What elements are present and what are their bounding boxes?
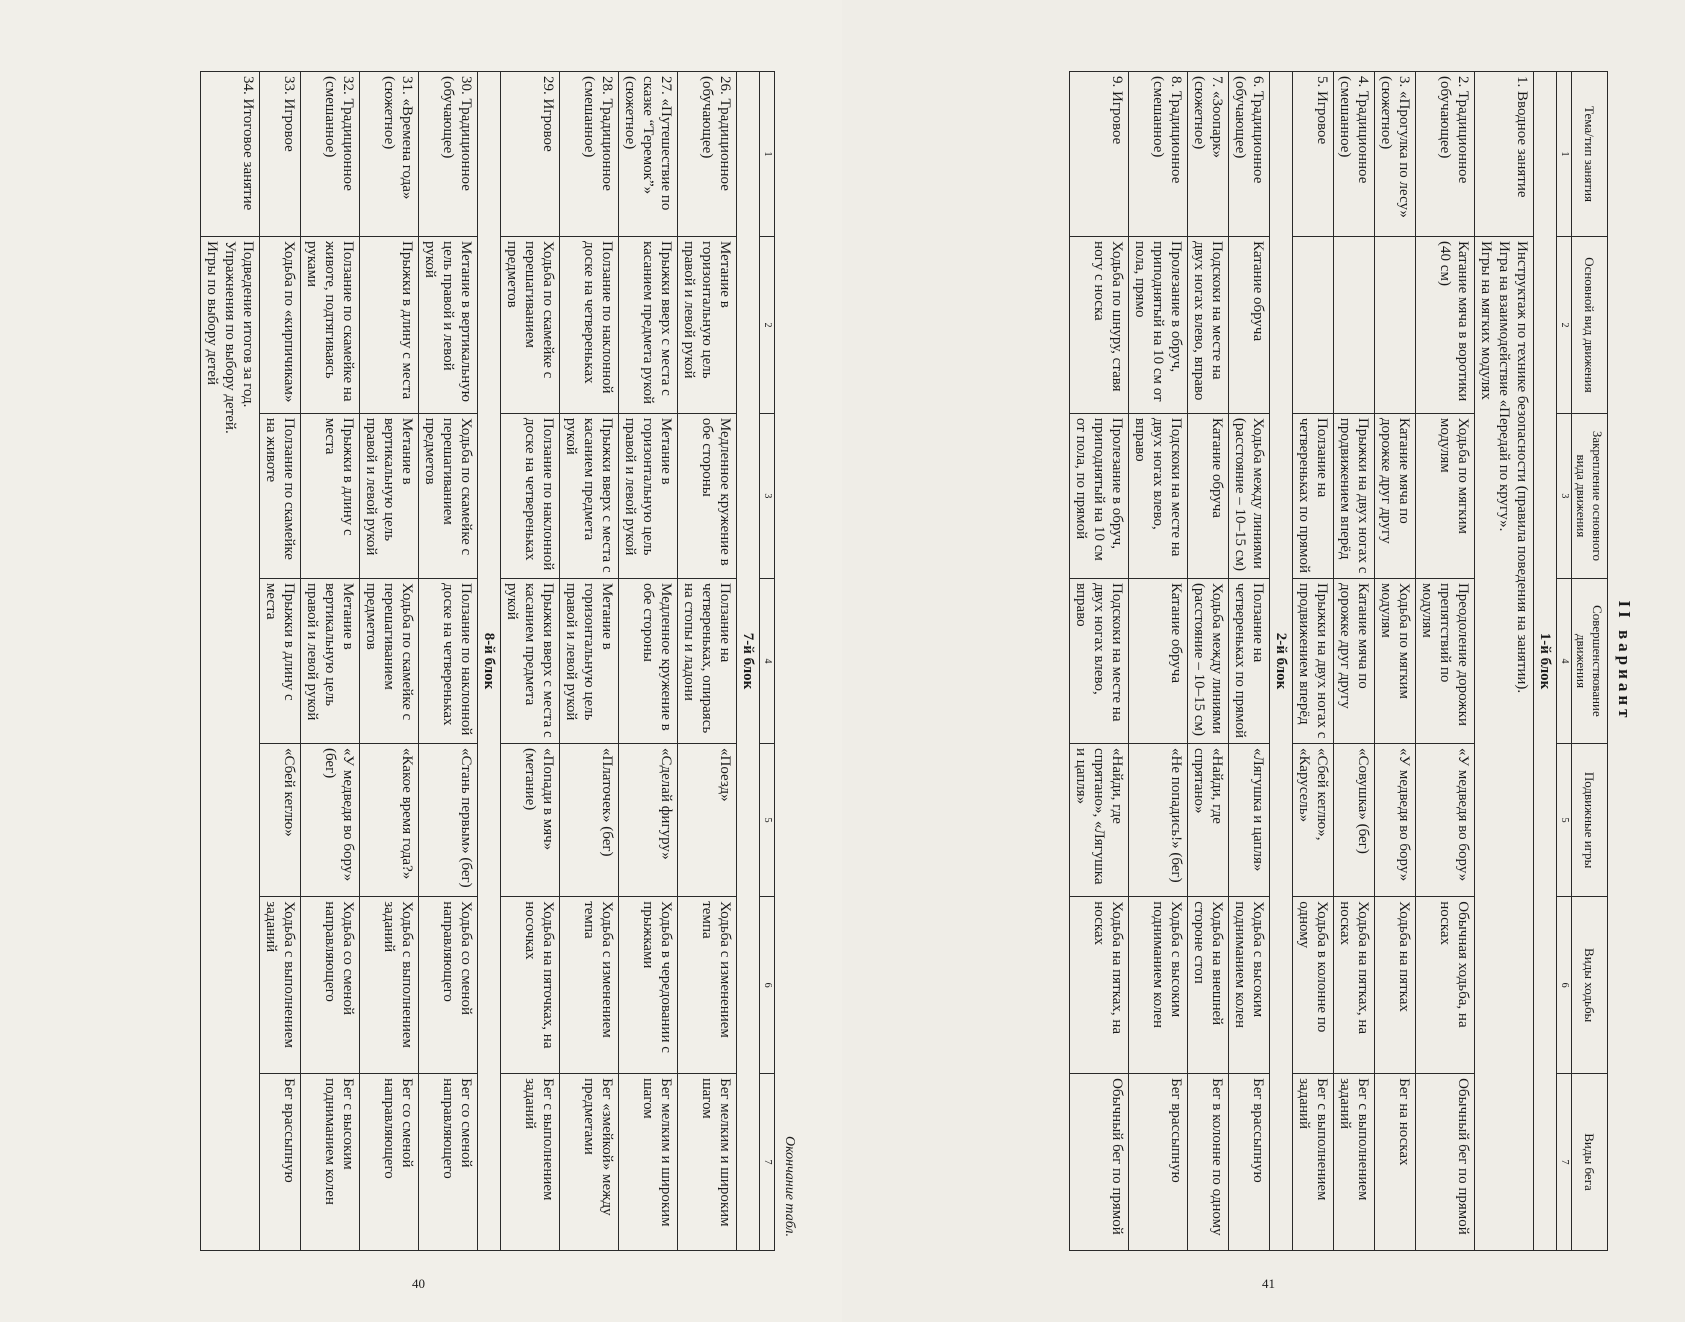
table-row [419, 72, 478, 1251]
table-cell: «У медведя во бору» (бег) [301, 743, 360, 896]
table-cell: Прыжки в длину с места [260, 578, 301, 743]
page-41-content [884, 71, 1644, 1251]
column-number: 6 [1556, 897, 1571, 1074]
table-cell: Ходьба в колонне по одному [1292, 897, 1333, 1074]
table-cell: Бег «змейкой» между предметами [560, 1074, 619, 1251]
column-header: Закрепление основного вида движения [1571, 413, 1607, 578]
table-row [1333, 72, 1374, 1251]
table-row [1069, 72, 1128, 1251]
table-cell: Ходьба на пятках [1374, 897, 1415, 1074]
table-cell: Прыжки в длину с места [360, 237, 419, 414]
table-cell: Ходьба в чередовании с прыжками [619, 897, 678, 1074]
table-cell: Медленное кружение в обе стороны [678, 413, 737, 578]
table-page-41 [1068, 71, 1607, 1251]
table-cell: Ползание по наклонной доске на четвереньках [560, 237, 619, 414]
page-41 [842, 0, 1685, 1322]
table-cell: Ползание по скамейке на животе, подтягиваясь руками [301, 237, 360, 414]
block-label: 8-й блок [478, 72, 501, 1251]
merged-line: Инструктаж по технике безопасности (правила поведения на занятии). [1513, 241, 1530, 694]
table-cell: Катание мяча в воротики (40 см) [1415, 237, 1474, 414]
table-cell: Обычный бег по прямой [1069, 1074, 1128, 1251]
column-number: 2 [1556, 237, 1571, 414]
table-cell: Метание в горизонтальную цель правой и левой рукой [678, 237, 737, 414]
merged-line: Игры по выбору детей [204, 241, 220, 386]
table-cell: «Платочек» (бег) [560, 743, 619, 896]
table-cell: Ходьба на пятках, на носках [1069, 897, 1128, 1074]
table-cell: «Совушка» (бег) [1333, 743, 1374, 896]
column-number: 3 [760, 413, 775, 578]
header-row [1571, 72, 1607, 1251]
table-cell: Ходьба по скамейке с перешагиванием предметов [501, 237, 560, 414]
table-cell: «У медведя во бору» [1374, 743, 1415, 896]
lesson-title-cell: 5. Игровое [1292, 72, 1333, 237]
table-cell: Метание в горизонтальную цель правой и левой рукой [560, 578, 619, 743]
column-header: Основной вид движения [1571, 237, 1607, 414]
table-cell: Бег врассыпную [260, 1074, 301, 1251]
column-header: Виды бега [1571, 1074, 1607, 1251]
table-cell: Прыжки на двух ногах с продвижением вперёд [1292, 578, 1333, 743]
table-cell: Подскоки на месте на двух ногах влево, вправо [1069, 578, 1128, 743]
table-cell: Ползание на четвереньках по прямой [1228, 578, 1269, 743]
table-cell: Прыжки вверх с места с касанием предмета рукой [560, 413, 619, 578]
table-cell: Прыжки вверх с места с касанием предмета рукой [501, 578, 560, 743]
table-cell: Ходьба по «кирпичикам» [260, 237, 301, 414]
table-cell: Прыжки вверх с места с касанием предмета рукой [619, 237, 678, 414]
table-cell: Ходьба с изменением темпа [560, 897, 619, 1074]
column-number: 1 [1556, 72, 1571, 237]
table-cell: Ходьба с высоким подниманием колен [1128, 897, 1187, 1074]
table-cell: Ходьба между линиями (расстояние – 10–15 см) [1228, 413, 1269, 578]
column-number: 6 [760, 897, 775, 1074]
column-header: Совершенствование движения [1571, 578, 1607, 743]
column-number: 1 [760, 72, 775, 237]
table-cell: Ходьба с высоким подниманием колен [1228, 897, 1269, 1074]
column-header: Тема/тип занятия [1571, 72, 1607, 237]
page-number: 40 [412, 1276, 425, 1291]
table-row [1128, 72, 1187, 1251]
table-cell: Метание в вертикальную цель правой и левой рукой [419, 237, 478, 414]
table-cell: Бег в колонне по одному [1187, 1074, 1228, 1251]
table-cell: Ползание на четвереньках, опираясь на стопы и ладони [678, 578, 737, 743]
table-cell: Бег с выполнением заданий [1292, 1074, 1333, 1251]
block-row [478, 72, 501, 1251]
lesson-title-cell: 31. «Времена года» (сюжетное) [360, 72, 419, 237]
table-cell: Метание в вертикальную цель правой и левой рукой [360, 413, 419, 578]
table-cell: Медленное кружение в обе стороны [619, 578, 678, 743]
lesson-title-cell: 33. Игровое [260, 72, 301, 237]
merged-line: Игра на взаимодействие «Передай по кругу». [1495, 241, 1512, 532]
table-cell: Ходьба по скамейке с перешагиванием предметов [360, 578, 419, 743]
column-number: 2 [760, 237, 775, 414]
table-cell: Ходьба с выполнением заданий [360, 897, 419, 1074]
column-number: 5 [1556, 743, 1571, 896]
table-cell: Бег с выполнением заданий [1333, 1074, 1374, 1251]
column-number: 3 [1556, 413, 1571, 578]
lesson-title-cell: 32. Традиционное (смешанное) [301, 72, 360, 237]
table-row [560, 72, 619, 1251]
table-cell: «Стань первым» (бег) [419, 743, 478, 896]
table-cell: «Какое время года?» [360, 743, 419, 896]
table-cell: Обычный бег по прямой [1415, 1074, 1474, 1251]
table-cell: Обычная ходьба, на носках [1415, 897, 1474, 1074]
lesson-title-cell: 28. Традиционное (смешанное) [560, 72, 619, 237]
table-row [1228, 72, 1269, 1251]
table-cell: «Сделай фигуру» [619, 743, 678, 896]
table-row [1415, 72, 1474, 1251]
block-row [737, 72, 760, 1251]
table-cell: Ходьба на пятках, на носках [1333, 897, 1374, 1074]
lesson-title-cell: 34. Итоговое занятие [201, 72, 260, 237]
table-cell: Ходьба на внешней стороне стоп [1187, 897, 1228, 1074]
table-row [501, 72, 560, 1251]
table-cell: Ходьба на пяточках, на носочках [501, 897, 560, 1074]
lesson-title-cell: 6. Традиционное (обучающее) [1228, 72, 1269, 237]
block-label: 1-й блок [1533, 72, 1556, 1251]
table-page-40 [200, 71, 775, 1251]
table-cell: Подскоки на месте на двух ногах влево, вправо [1187, 237, 1228, 414]
column-number: 7 [1556, 1074, 1571, 1251]
table-cell: Прыжки на двух ногах с продвижением вперёд [1333, 413, 1374, 578]
merged-cell [201, 237, 260, 1251]
column-number: 4 [1556, 578, 1571, 743]
lesson-title-cell: 9. Игровое [1069, 72, 1128, 237]
table-cell: Прыжки в длину с места [301, 413, 360, 578]
lesson-title-cell: 29. Игровое [501, 72, 560, 237]
column-number: 7 [760, 1074, 775, 1251]
table-cell [1333, 237, 1374, 414]
lesson-title-cell: 1. Вводное занятие [1474, 72, 1533, 237]
table-cell: «Найди, где спрятано» [1187, 743, 1228, 896]
table-cell: «Лягушка и цапля» [1228, 743, 1269, 896]
table-cell: Ходьба со сменой направляющего [301, 897, 360, 1074]
table-row [1292, 72, 1333, 1251]
table-cell: Ходьба по скамейке с перешагиванием предметов [419, 413, 478, 578]
table-cell: Катание обруча [1128, 578, 1187, 743]
merged-cell [1474, 237, 1533, 1251]
column-number-row [760, 72, 775, 1251]
table-cell: Ходьба с изменением темпа [678, 897, 737, 1074]
table-cell: «Сбей кеглю», «Карусель» [1292, 743, 1333, 896]
table-cell: Преодоление дорожки препятствий по модулям [1415, 578, 1474, 743]
table-cell: Ходьба по мягким модулям [1374, 578, 1415, 743]
table-continuation-note: Окончание табл. [782, 1136, 797, 1237]
table-cell: Бег с высоким подниманием колен [301, 1074, 360, 1251]
column-header: Подвижные игры [1571, 743, 1607, 896]
block-row [1533, 72, 1556, 1251]
lesson-title-cell: 8. Традиционное (смешанное) [1128, 72, 1187, 237]
table-cell: Ходьба со сменой направляющего [419, 897, 478, 1074]
column-number-row [1556, 72, 1571, 1251]
table-cell [1292, 237, 1333, 414]
merged-line: Игры на мягких модулях [1477, 241, 1494, 400]
table-row [678, 72, 737, 1251]
page-40-content [41, 71, 801, 1251]
table-row [360, 72, 419, 1251]
lesson-title-cell: 2. Традиционное (обучающее) [1415, 72, 1474, 237]
lesson-title-cell: 30. Традиционное (обучающее) [419, 72, 478, 237]
table-cell: Бег на носках [1374, 1074, 1415, 1251]
table-cell: Катание мяча по дорожке друг другу [1374, 413, 1415, 578]
variant-title: II вариант [1614, 600, 1634, 722]
table-cell: Ходьба по мягким модулям [1415, 413, 1474, 578]
table-cell: Ползание по наклонной доске на четвереньках [501, 413, 560, 578]
table-cell: Пролезание в обруч, приподнятый на 10 см от пола, прямо [1128, 237, 1187, 414]
table-cell: Пролезание в обруч, приподнятый на 10 см от пола, по прямой [1069, 413, 1128, 578]
table-cell: Метание в вертикальную цель правой и левой рукой [301, 578, 360, 743]
table-row [1474, 72, 1533, 1251]
table-cell: Бег мелким и широким шагом [619, 1074, 678, 1251]
table-row [260, 72, 301, 1251]
table-row [201, 72, 260, 1251]
table-cell: Бег со сменой направляющего [419, 1074, 478, 1251]
table-cell: Ходьба между линиями (расстояние – 10–15 см) [1187, 578, 1228, 743]
table-cell: Катание обруча [1187, 413, 1228, 578]
table-cell: Катание мяча по дорожке друг другу [1333, 578, 1374, 743]
table-cell [1374, 237, 1415, 414]
column-number: 4 [760, 578, 775, 743]
table-cell: Бег врассыпную [1128, 1074, 1187, 1251]
table-cell: Бег врассыпную [1228, 1074, 1269, 1251]
table-cell: Ползание на четвереньках по прямой [1292, 413, 1333, 578]
table-cell: «Не попадись!» (бег) [1128, 743, 1187, 896]
table-cell: Бег мелким и широким шагом [678, 1074, 737, 1251]
table-row [1374, 72, 1415, 1251]
lesson-title-cell: 4. Традиционное (смешанное) [1333, 72, 1374, 237]
table-cell: «Попади в мяч» (метание) [501, 743, 560, 896]
column-number: 5 [760, 743, 775, 896]
table-cell: Бег с выполнением заданий [501, 1074, 560, 1251]
table-cell: Ходьба с выполнением заданий [260, 897, 301, 1074]
table-row [301, 72, 360, 1251]
lesson-title-cell: 27. «Путешествие по сказке “Теремок”» (сюжетное) [619, 72, 678, 237]
page-number: 41 [1262, 1276, 1275, 1291]
table-cell: «У медведя во бору» [1415, 743, 1474, 896]
page-40 [0, 0, 842, 1322]
lesson-title-cell: 7. «Зоопарк» (сюжетное) [1187, 72, 1228, 237]
block-row [1269, 72, 1292, 1251]
table-cell: Подскоки на месте на двух ногах влево, вправо [1128, 413, 1187, 578]
table-cell: Ползание по скамейке на животе [260, 413, 301, 578]
lesson-title-cell: 3. «Прогулка по лесу» (сюжетное) [1374, 72, 1415, 237]
lesson-title-cell: 26. Традиционное (обучающее) [678, 72, 737, 237]
table-cell: «Сбей кеглю» [260, 743, 301, 896]
table-cell: «Поезд» [678, 743, 737, 896]
table-cell: Ходьба по шнуру, ставя ногу с носка [1069, 237, 1128, 414]
merged-line: Подведение итогов за год. [240, 241, 256, 408]
table-row [619, 72, 678, 1251]
table-cell: Катание обруча [1228, 237, 1269, 414]
table-row [1187, 72, 1228, 1251]
table-cell: Бег со сменой направляющего [360, 1074, 419, 1251]
block-label: 2-й блок [1269, 72, 1292, 1251]
column-header: Виды ходьбы [1571, 897, 1607, 1074]
table-cell: Метание в горизонтальную цель правой и левой рукой [619, 413, 678, 578]
table-cell: «Найди, где спрятано», «Лягушка и цапля» [1069, 743, 1128, 896]
table-cell: Ползание по наклонной доске на четвереньках [419, 578, 478, 743]
block-label: 7-й блок [737, 72, 760, 1251]
merged-line: Упражнения по выбору детей. [222, 241, 238, 434]
